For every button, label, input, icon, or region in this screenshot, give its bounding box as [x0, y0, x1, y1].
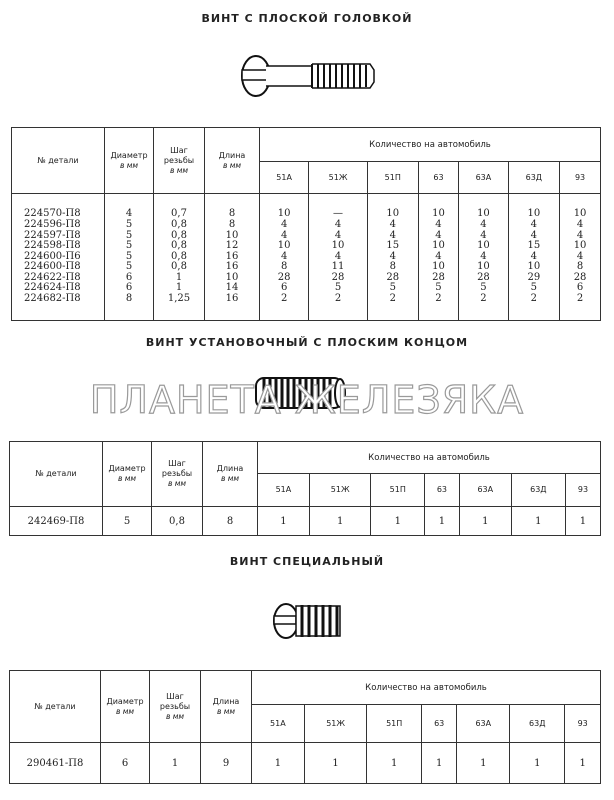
- watermark-text: ПЛАНЕТА ЖЕЛЕЗЯКА: [89, 378, 525, 422]
- diameter-value-column: [105, 194, 154, 321]
- qty-63a: 5: [480, 282, 487, 294]
- pitch-value: 0,7: [171, 208, 187, 220]
- length-value: 10: [225, 271, 239, 283]
- qty-51zh: 4: [334, 250, 342, 262]
- qty-51p: 28: [386, 271, 400, 283]
- diameter-value: 5: [125, 240, 133, 252]
- qty-93: 28: [573, 271, 587, 283]
- length-value: 9: [201, 743, 252, 784]
- header-part-label: № детали: [37, 155, 79, 165]
- qty-51a: 8: [280, 261, 288, 273]
- header-diameter-label: Диаметр: [108, 464, 146, 473]
- table-row: [10, 507, 601, 536]
- qty-63d: 29: [527, 271, 541, 283]
- qty-63a: 10: [477, 261, 490, 273]
- qty-63d: 10: [527, 208, 541, 220]
- qty-63d: 4: [530, 229, 538, 241]
- qty-51zh: 11: [331, 261, 345, 273]
- qty-51zh: 1: [304, 743, 367, 784]
- qty-63: 2: [435, 293, 442, 305]
- model-63: 63: [418, 162, 459, 194]
- part-number: 224596-П8: [24, 218, 81, 230]
- model-93: 93: [565, 705, 601, 743]
- table-body-row: [12, 194, 601, 321]
- qty-51p: 10: [386, 208, 400, 220]
- length-value: 16: [225, 250, 239, 262]
- qty-63d: 10: [527, 261, 541, 273]
- qty-51p: 8: [389, 261, 396, 273]
- header-length-unit: в мм: [216, 706, 236, 716]
- qty-93: 1: [565, 743, 601, 784]
- pitch-value-column: [154, 194, 205, 321]
- header-pitch-label: Шаг: [168, 459, 186, 468]
- qty-93-column: [560, 194, 601, 321]
- part-number-column: [12, 194, 105, 321]
- header-length-label: Длина: [212, 696, 240, 706]
- header-length-label: Длина: [216, 464, 244, 473]
- pitch-value: 0,8: [171, 229, 187, 241]
- qty-63a: 4: [480, 218, 487, 230]
- qty-51p: 4: [389, 250, 396, 262]
- header-part-number: [12, 128, 105, 194]
- qty-51a: 1: [258, 507, 310, 536]
- qty-51zh: 1: [309, 507, 371, 536]
- header-diameter-unit: в мм: [119, 160, 139, 170]
- header-diameter: [101, 671, 150, 743]
- model-51p: 51П: [367, 705, 422, 743]
- pitch-value: 1: [175, 282, 183, 294]
- header-part-number: [10, 442, 103, 507]
- part-number: 290461-П8: [10, 743, 101, 784]
- qty-51zh: 4: [334, 218, 342, 230]
- header-pitch-unit: в мм: [167, 479, 187, 488]
- qty-63: 28: [432, 271, 445, 283]
- qty-63a: 1: [459, 507, 511, 536]
- header-diameter-label: Диаметр: [106, 696, 144, 706]
- qty-51a: 6: [280, 282, 288, 294]
- qty-63: 1: [421, 743, 456, 784]
- header-quantity: Количество на автомобиль: [252, 671, 601, 705]
- qty-51zh: 4: [334, 229, 342, 241]
- qty-51zh: 10: [331, 240, 345, 252]
- qty-63a: 4: [480, 229, 487, 241]
- qty-93: 4: [576, 218, 584, 230]
- qty-63: 1: [425, 507, 460, 536]
- qty-63: 5: [435, 282, 442, 294]
- part-number: 224598-П8: [24, 240, 81, 252]
- model-51zh: 51Ж: [309, 474, 371, 507]
- qty-63: 10: [432, 208, 445, 220]
- qty-51p-column: [367, 194, 418, 321]
- qty-63d: 5: [530, 282, 538, 294]
- model-93: 93: [560, 162, 601, 194]
- header-pitch-label: Шаг: [166, 691, 184, 701]
- qty-63: 10: [432, 240, 445, 252]
- qty-63a: 28: [477, 271, 490, 283]
- diameter-value: 8: [125, 293, 133, 305]
- diameter-value: 5: [103, 507, 152, 536]
- model-63d: 63Д: [511, 474, 565, 507]
- qty-63d: 1: [510, 743, 565, 784]
- diameter-value: 5: [125, 250, 133, 262]
- qty-51p: 4: [389, 218, 396, 230]
- qty-63: 4: [435, 229, 442, 241]
- model-51a: 51А: [252, 705, 305, 743]
- header-length: [203, 442, 258, 507]
- part-number: 224570-П8: [24, 208, 81, 220]
- qty-51p: 2: [389, 293, 396, 305]
- qty-51zh: 5: [334, 282, 342, 294]
- part-number: 224597-П8: [24, 229, 81, 241]
- length-value: 8: [228, 208, 236, 220]
- qty-51a: 4: [280, 250, 288, 262]
- header-diameter: [105, 128, 154, 194]
- part-number: 224622-П8: [24, 271, 81, 283]
- qty-51p: 15: [386, 240, 400, 252]
- qty-93: 8: [576, 261, 584, 273]
- header-quantity: Количество на автомобиль: [260, 128, 601, 162]
- qty-51a-column: [260, 194, 309, 321]
- qty-63: 4: [435, 250, 442, 262]
- qty-63d: 4: [530, 218, 538, 230]
- qty-93: 10: [573, 240, 587, 252]
- model-51p: 51П: [371, 474, 425, 507]
- part-number: 224682-П8: [24, 293, 81, 305]
- part-number: 224624-П8: [24, 282, 81, 294]
- qty-51zh-column: [309, 194, 368, 321]
- header-pitch-label-2: резьбы: [161, 469, 193, 478]
- qty-63a: 10: [477, 240, 490, 252]
- length-value: 12: [225, 240, 239, 252]
- header-diameter-unit: в мм: [115, 706, 135, 716]
- qty-63d: 4: [530, 250, 538, 262]
- qty-63a: 4: [480, 250, 487, 262]
- part-number: 224600-П6: [24, 250, 81, 262]
- model-63: 63: [425, 474, 460, 507]
- header-diameter-unit: в мм: [117, 474, 137, 483]
- qty-63d-column: [508, 194, 560, 321]
- model-63d: 63Д: [508, 162, 560, 194]
- pitch-value: 0,8: [152, 507, 203, 536]
- model-63a: 63А: [457, 705, 510, 743]
- header-pitch-unit: в мм: [169, 165, 189, 175]
- section-title-special-screw: ВИНТ СПЕЦИАЛЬНЫЙ: [229, 555, 385, 568]
- length-value: 8: [203, 507, 258, 536]
- header-part-label: № детали: [35, 469, 77, 478]
- qty-93: 10: [573, 208, 587, 220]
- qty-51p: 1: [371, 507, 425, 536]
- length-value: 16: [225, 261, 239, 273]
- qty-93: 2: [576, 293, 584, 305]
- table-row: [10, 743, 601, 784]
- qty-63d: 15: [527, 240, 541, 252]
- model-63a: 63А: [459, 474, 511, 507]
- pitch-value: 1,25: [167, 293, 191, 305]
- qty-63a: 10: [477, 208, 490, 220]
- model-63: 63: [421, 705, 456, 743]
- header-diameter: [103, 442, 152, 507]
- qty-51a: 4: [280, 229, 288, 241]
- qty-51p: 5: [389, 282, 396, 294]
- model-63d: 63Д: [510, 705, 565, 743]
- part-number: 242469-П8: [10, 507, 103, 536]
- header-pitch: [154, 128, 205, 194]
- diameter-value: 4: [125, 208, 133, 220]
- qty-51zh: 28: [331, 271, 345, 283]
- header-length-unit: в мм: [222, 160, 242, 170]
- part-number: 224600-П8: [24, 261, 81, 273]
- model-63a: 63А: [459, 162, 508, 194]
- pitch-value: 1: [150, 743, 201, 784]
- model-93: 93: [565, 474, 600, 507]
- header-pitch-unit: в мм: [165, 711, 185, 721]
- qty-93: 1: [565, 507, 600, 536]
- diameter-value: 5: [125, 229, 133, 241]
- qty-51a: 28: [277, 271, 291, 283]
- qty-63a: 2: [480, 293, 487, 305]
- length-value: 10: [225, 229, 239, 241]
- header-pitch: [152, 442, 203, 507]
- length-value: 16: [225, 293, 239, 305]
- length-value: 8: [228, 218, 236, 230]
- special-screw-table: [9, 670, 601, 784]
- model-51a: 51А: [260, 162, 309, 194]
- qty-51a: 1: [252, 743, 305, 784]
- qty-93: 6: [576, 282, 584, 294]
- header-pitch: [150, 671, 201, 743]
- pitch-value: 0,8: [171, 240, 187, 252]
- header-length-label: Длина: [218, 150, 246, 160]
- diameter-value: 6: [125, 282, 133, 294]
- qty-63a-column: [459, 194, 508, 321]
- length-value-column: [205, 194, 260, 321]
- qty-51a: 2: [280, 293, 288, 305]
- header-pitch-label-2: резьбы: [159, 701, 191, 711]
- qty-51p: 1: [367, 743, 422, 784]
- header-quantity: Количество на автомобиль: [258, 442, 601, 474]
- qty-63d: 2: [530, 293, 538, 305]
- qty-51a: 10: [277, 208, 291, 220]
- model-51p: 51П: [367, 162, 418, 194]
- header-pitch-label: Шаг: [170, 145, 188, 155]
- qty-63: 4: [435, 218, 442, 230]
- model-51zh: 51Ж: [309, 162, 368, 194]
- qty-63: 10: [432, 261, 445, 273]
- pitch-value: 0,8: [171, 261, 187, 273]
- section-title-flat-head-screw: ВИНТ С ПЛОСКОЙ ГОЛОВКОЙ: [201, 12, 413, 25]
- pitch-value: 0,8: [171, 218, 187, 230]
- qty-51zh: —: [333, 208, 344, 220]
- pitch-value: 0,8: [171, 250, 187, 262]
- header-length-unit: в мм: [220, 474, 240, 483]
- header-length: [205, 128, 260, 194]
- special-screw-illustration: [268, 596, 348, 646]
- model-51zh: 51Ж: [304, 705, 367, 743]
- qty-51a: 4: [280, 218, 288, 230]
- model-51a: 51А: [258, 474, 310, 507]
- section-title-set-screw: ВИНТ УСТАНОВОЧНЫЙ С ПЛОСКИМ КОНЦОМ: [145, 336, 469, 349]
- header-length: [201, 671, 252, 743]
- length-value: 14: [225, 282, 239, 294]
- flat-head-screw-table: [11, 127, 601, 321]
- diameter-value: 6: [125, 271, 133, 283]
- diameter-value: 5: [125, 261, 133, 273]
- diameter-value: 5: [125, 218, 133, 230]
- qty-93: 4: [576, 229, 584, 241]
- flat-head-screw-illustration: [232, 52, 382, 100]
- pitch-value: 1: [175, 271, 183, 283]
- qty-51a: 10: [277, 240, 291, 252]
- qty-51zh: 2: [334, 293, 342, 305]
- header-part-number: [10, 671, 101, 743]
- qty-63d: 1: [511, 507, 565, 536]
- diameter-value: 6: [101, 743, 150, 784]
- qty-63-column: [418, 194, 459, 321]
- qty-63a: 1: [457, 743, 510, 784]
- header-diameter-label: Диаметр: [110, 150, 148, 160]
- set-screw-table: [9, 441, 601, 536]
- header-pitch-label-2: резьбы: [163, 155, 195, 165]
- qty-51p: 4: [389, 229, 396, 241]
- header-part-label: № детали: [34, 701, 76, 711]
- qty-93: 4: [576, 250, 584, 262]
